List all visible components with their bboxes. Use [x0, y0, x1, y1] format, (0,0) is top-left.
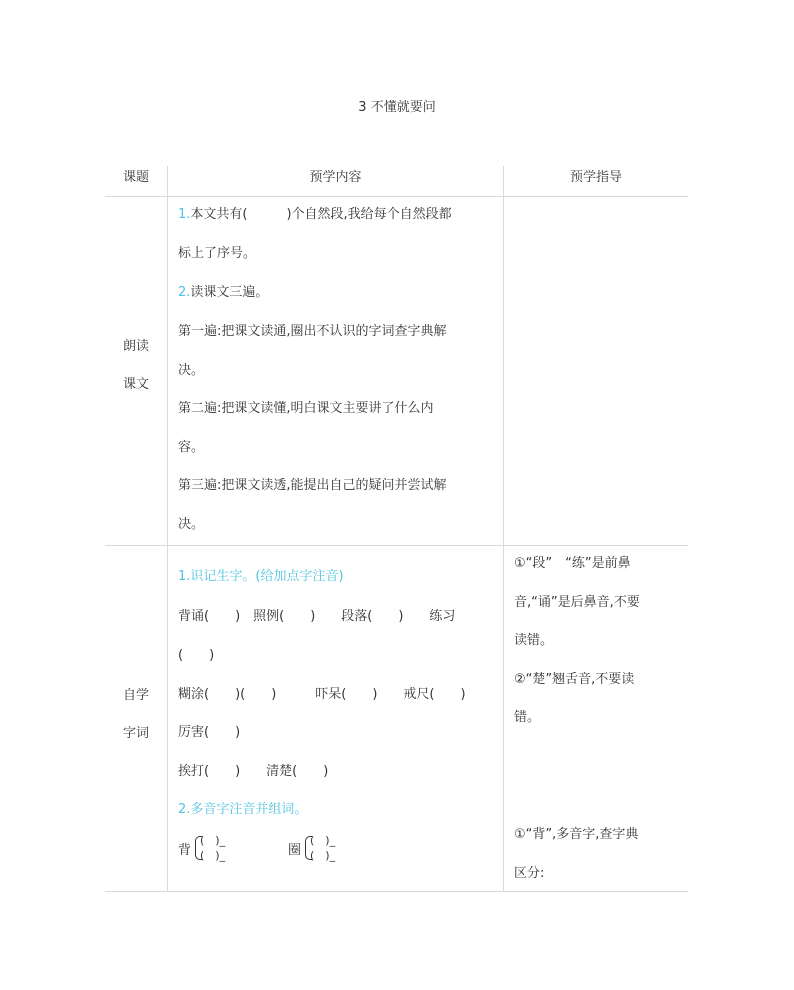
- reading-third-pass: 第三遍:把课文读透,能提出自己的疑问并尝试解: [178, 478, 447, 493]
- topic-read-text: [120, 328, 152, 404]
- item-number: 2.: [178, 285, 191, 300]
- words-row: 挨打( ) 清楚( ): [178, 764, 329, 779]
- polyphone-blank: ( )_: [310, 834, 336, 847]
- polyphone-blank: ( )_: [200, 849, 226, 862]
- guide-nasal-cont: 读错。: [514, 633, 554, 648]
- polyphone-blank: ( )_: [310, 849, 336, 862]
- topic-label: 字词: [122, 726, 149, 741]
- polyphone-blank: ( )_: [200, 834, 226, 847]
- new-characters-heading: 1.识记生字。(给加点字注音): [178, 569, 344, 584]
- table-header-divider: [105, 196, 688, 197]
- guide-polyphone-cont: 区分:: [514, 866, 545, 881]
- item-paragraph-count-cont: 标上了序号。: [178, 246, 257, 261]
- reading-second-pass-cont: 容。: [178, 440, 205, 455]
- polyphone-char: 背: [178, 843, 192, 858]
- guide-nasal: ①“段” “练”是前鼻: [514, 556, 631, 571]
- words-row: 糊涂( )( ) 吓呆( ) 戒尺( ): [178, 687, 466, 702]
- polyphone-heading: 2.多音字注音并组词。: [178, 802, 308, 817]
- table-bottom-border: [105, 891, 688, 892]
- header-guide: 预学指导: [569, 170, 622, 185]
- table-column-divider: [503, 166, 504, 892]
- words-row: 背诵( ) 照例( ) 段落( ) 练习: [178, 609, 456, 624]
- words-row: 厉害( ): [178, 725, 241, 740]
- guide-nasal-cont: 音,“诵”是后鼻音,不要: [514, 595, 640, 610]
- reading-first-pass: 第一遍:把课文读通,圈出不认识的字词查字典解: [178, 324, 447, 339]
- item-paragraph-count: 1.本文共有( )个自然段,我给每个自然段都: [178, 207, 452, 222]
- topic-label: 课文: [122, 377, 149, 392]
- item-read-three-times: 2.读课文三遍。: [178, 285, 269, 300]
- topic-self-study: [120, 677, 152, 753]
- guide-polyphone: ①“背”,多音字,查字典: [514, 827, 639, 842]
- item-number: 1.: [178, 207, 191, 222]
- table-column-divider: [167, 166, 168, 892]
- reading-second-pass: 第二遍:把课文读懂,明白课文主要讲了什么内: [178, 401, 434, 416]
- topic-label: 自学: [122, 688, 149, 703]
- table-row-divider: [105, 545, 688, 546]
- header-content: 预学内容: [309, 170, 362, 185]
- guide-retroflex: ②“楚”翘舌音,不要读: [514, 672, 635, 687]
- reading-first-pass-cont: 决。: [178, 363, 205, 378]
- header-topic: 课题: [122, 170, 149, 185]
- polyphone-char: 圈: [288, 843, 302, 858]
- topic-label: 朗读: [122, 339, 149, 354]
- page-title: 3 不懂就要问: [358, 100, 436, 115]
- reading-third-pass-cont: 决。: [178, 517, 205, 532]
- guide-retroflex-cont: 错。: [514, 710, 541, 725]
- words-row: ( ): [178, 648, 215, 663]
